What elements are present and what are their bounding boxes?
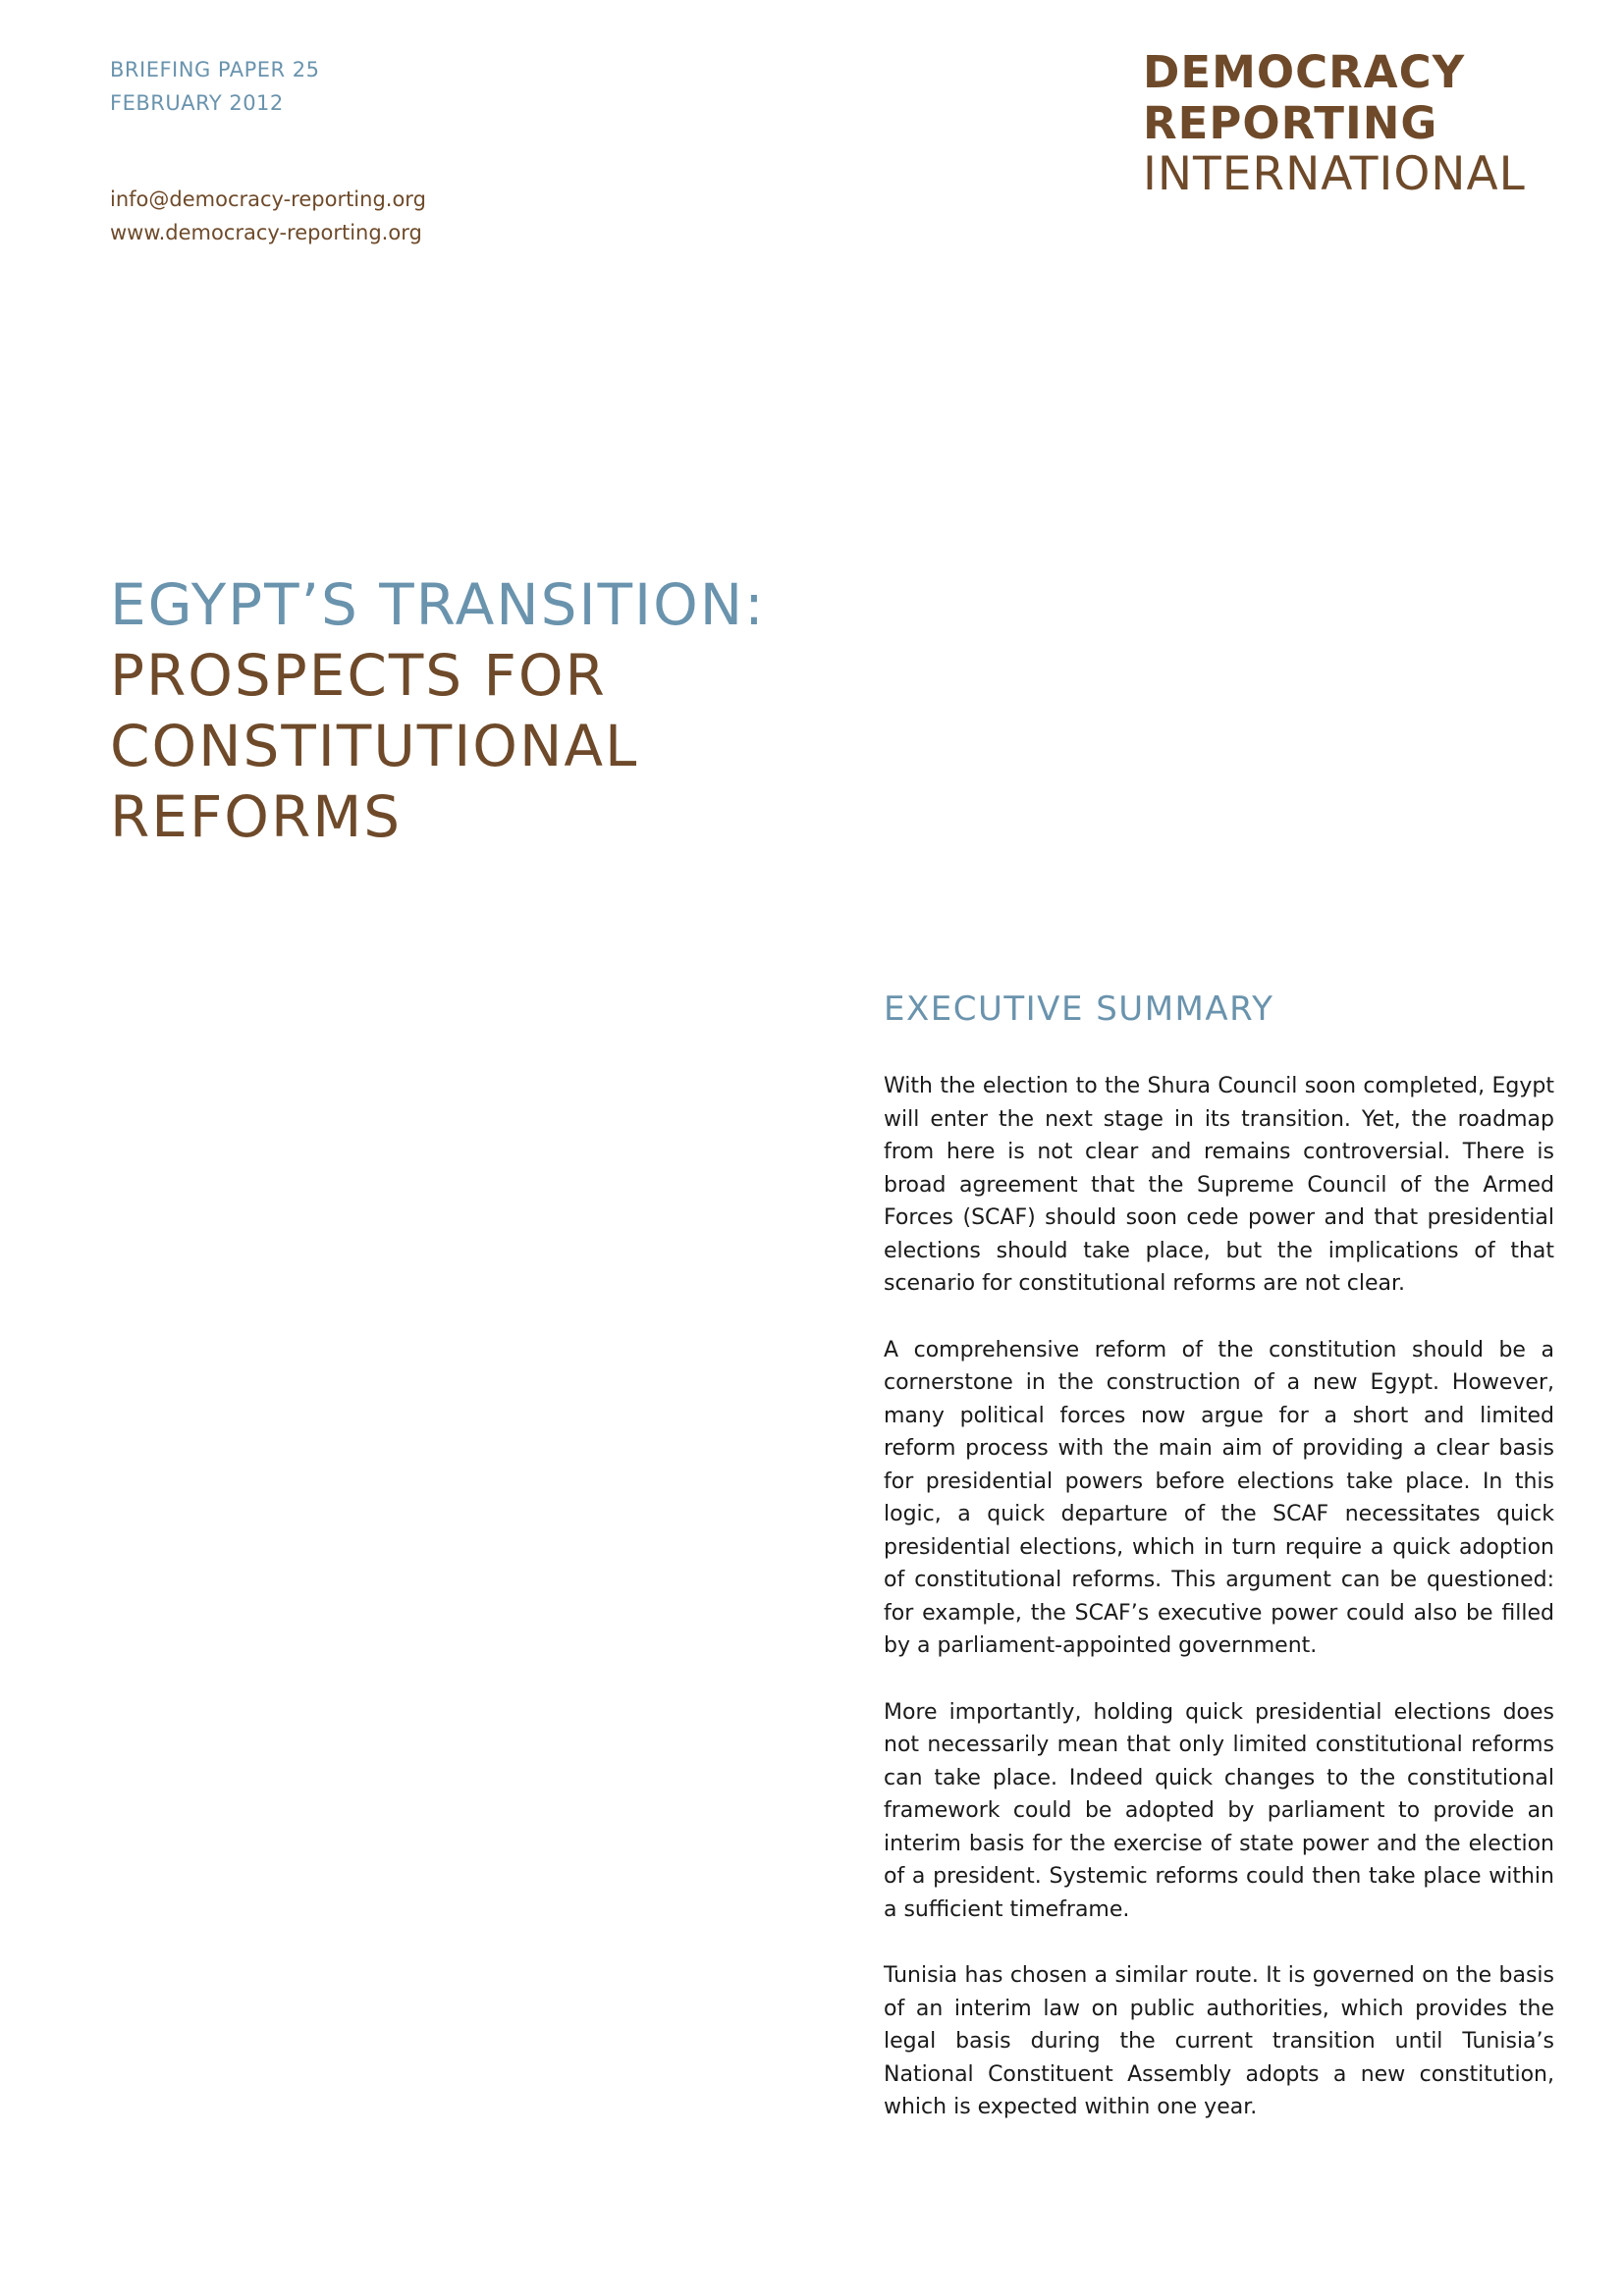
summary-paragraph-2: A comprehensive reform of the constitution should be a cornerstone in the construction of a new Egypt. However, many political forces now argue for a short and limited reform process with the main aim of providing a clear basis for presidential powers before elections take place. In this logic, a quick departure of the SCAF necessitates quick presidential elections, which in turn require a quick adoption of constitutional reforms. This argument can be questioned: for example, the SCAF’s executive power could also be filled by a parliament-appointed government. <box>884 1337 1554 1658</box>
summary-paragraph-3: More importantly, holding quick presidential elections does not necessarily mean that only limited constitutional reforms can take place. Indeed quick changes to the constitutional framework could be adopted by parliament to provide an interim basis for the exercise of state power and the election of a president. Systemic reforms could then take place within a sufficient timeframe. <box>884 1699 1554 1922</box>
title-line-2: PROSPECTS FOR <box>110 642 607 709</box>
summary-paragraph-1: With the election to the Shura Council soon completed, Egypt will enter the next stage in its transition. Yet, the roadmap from here is not clear and remains controversial. There is broad agreement that the Supreme Council of the Armed Forces (SCAF) should soon cede power and that presidential elections should take place, but the implications of that scenario for constitutional reforms are not clear. <box>884 1074 1554 1296</box>
organization-logo <box>1143 47 1526 200</box>
contact-info <box>110 183 426 249</box>
logo-line-1: DEMOCRACY <box>1143 46 1466 98</box>
title-line-3: CONSTITUTIONAL <box>110 713 639 779</box>
title-line-4: REFORMS <box>110 783 403 850</box>
logo-line-3: INTERNATIONAL <box>1143 147 1526 201</box>
email-link[interactable]: info@democracy-reporting.org <box>110 187 426 211</box>
series-label: BRIEFING PAPER 25 <box>110 58 320 81</box>
document-title <box>110 569 766 852</box>
summary-paragraph-4: Tunisia has chosen a similar route. It is governed on the basis of an interim law on public authorities, which provides the legal basis during the current transition until Tunisia’s National Constituent Assembly adopts a new constitution, which is expected within one year. <box>884 1963 1554 2119</box>
logo-line-2: REPORTING <box>1143 97 1438 149</box>
summary-heading: EXECUTIVE SUMMARY <box>884 989 1274 1029</box>
title-line-1: EGYPT’S TRANSITION: <box>110 571 766 638</box>
document-meta <box>110 53 320 120</box>
publication-date: FEBRUARY 2012 <box>110 91 284 115</box>
executive-summary <box>884 989 1554 2158</box>
website-link[interactable]: www.democracy-reporting.org <box>110 221 422 244</box>
